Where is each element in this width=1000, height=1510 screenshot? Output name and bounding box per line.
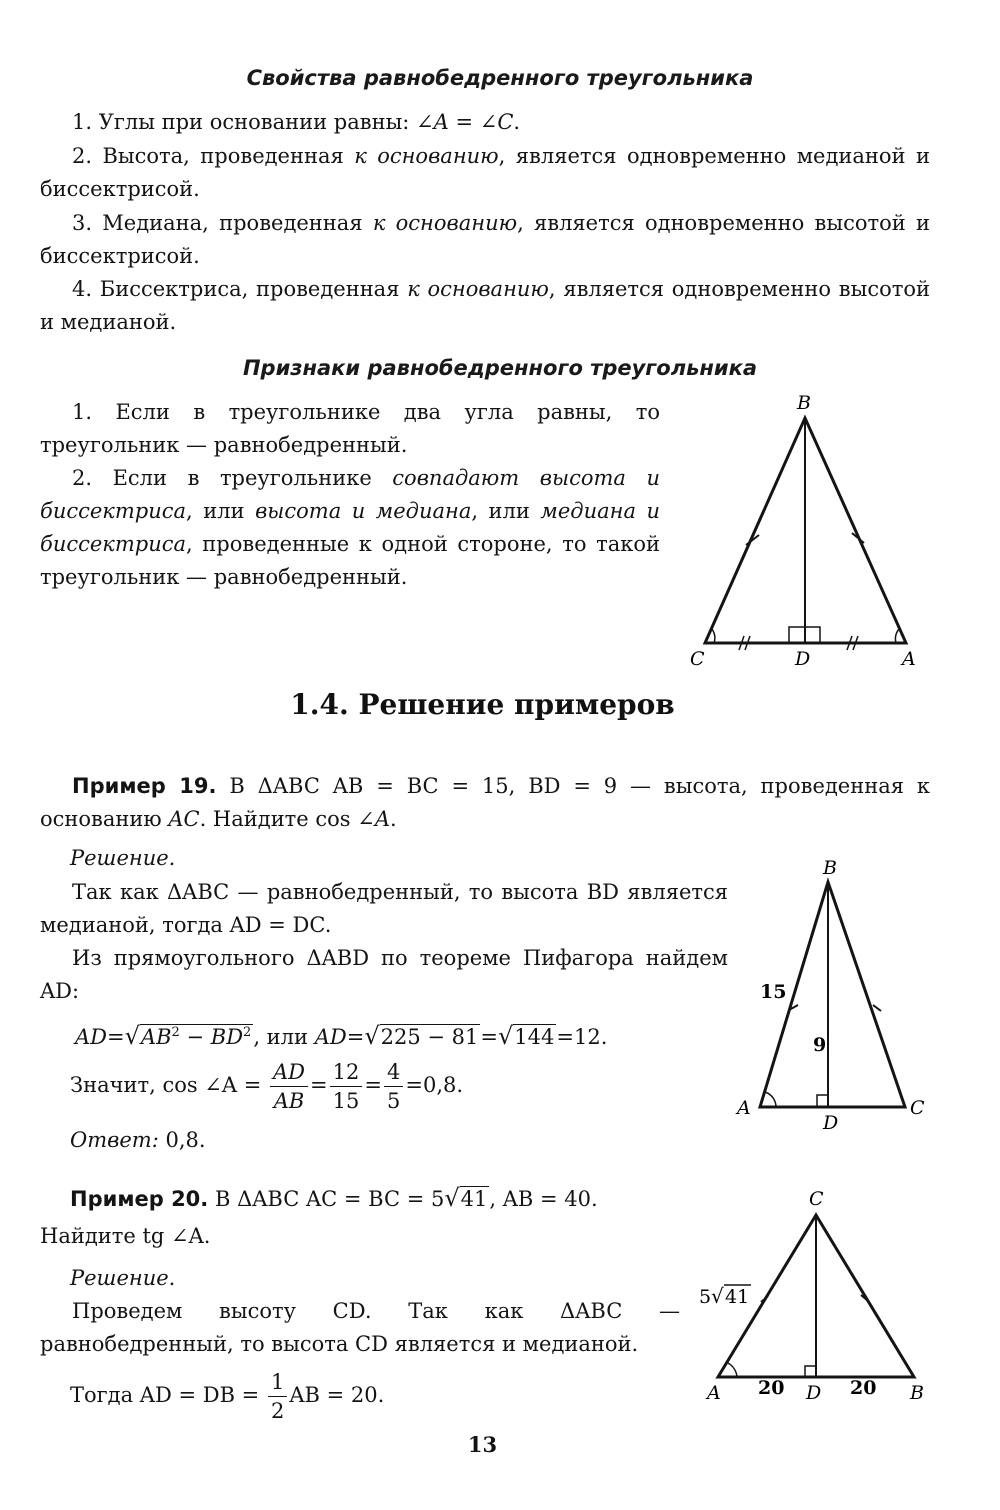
example-19-solution-label: Решение. [70, 846, 176, 870]
label-C: C [690, 648, 705, 670]
section-title-properties: Свойства равнобедренного треугольника [246, 66, 754, 90]
property-3: 3. Медиана, проведенная к основанию, является одновременно высотой и биссектрисой. [40, 211, 930, 268]
chapter-title: 1.4. Решение примеров [290, 688, 675, 721]
example-19-statement: Пример 19. В ΔABC AB = BC = 15, BD = 9 — высота, проведенная к основанию AC. Найдите cos ∠A. [40, 774, 930, 831]
label-D: D [806, 1382, 822, 1404]
label-height-9: 9 [813, 1034, 827, 1056]
label-B: B [823, 857, 837, 879]
label-A: A [707, 1382, 721, 1404]
label-C: C [809, 1188, 824, 1210]
label-AD-20: 20 [758, 1377, 785, 1399]
example-20-step-1: Проведем высоту CD. Так как ΔABC — равнобедренный, то высота CD является и медианой. [40, 1299, 680, 1356]
label-B: B [910, 1382, 924, 1404]
criterion-2: 2. Если в треугольнике совпадают высота и биссектриса, или высота и медиана, или медиана и биссектриса, проведенные к одной стороне, то такой треугольник — равнобедренный. [40, 466, 661, 589]
sqrt-sign: √ [711, 1284, 724, 1308]
example-20-solution-label: Решение. [70, 1266, 176, 1290]
property-1: 1. Углы при основании равны: ∠A = ∠C. [72, 110, 521, 134]
label-C: C [910, 1097, 925, 1119]
label-DB-20: 20 [850, 1377, 877, 1399]
label-side-15: 15 [760, 981, 787, 1003]
section-title-criteria: Признаки равнобедренного треугольника [242, 356, 758, 380]
property-2: 2. Высота, проведенная к основанию, является одновременно медианой и биссектрисой. [40, 144, 930, 201]
label-side-coef: 5 [699, 1286, 712, 1308]
label-side-radicand: 41 [725, 1286, 750, 1308]
label-A: A [737, 1097, 751, 1119]
label-B: B [797, 392, 811, 414]
label-D: D [823, 1112, 839, 1134]
example-19-answer: Ответ: 0,8. [70, 1128, 206, 1152]
figure-isosceles-triangle [680, 385, 930, 675]
criterion-1: 1. Если в треугольнике два угла равны, то треугольник — равнобедренный. [40, 400, 660, 457]
example-20-step-2: Тогда AD = DB = $\frac{1}{2}$ AB = 20. [70, 1370, 385, 1423]
label-A: A [902, 648, 916, 670]
example-20-statement: Пример 20. В ΔABC AC = BC = 5√41, AB = 40. [70, 1184, 598, 1212]
property-4: 4. Биссектриса, проведенная к основанию, является одновременно высотой и медианой. [40, 277, 930, 334]
example-19-step-1: Так как ΔABC — равнобедренный, то высота BD является медианой, тогда AD = DC. [40, 880, 728, 937]
figure-example-19-triangle [735, 855, 965, 1140]
example-19-step-2: Из прямоугольного ΔABD по теореме Пифагора найдем AD: [40, 946, 728, 1003]
example-20-question: Найдите tg ∠A. [40, 1224, 211, 1248]
page-number: 13 [467, 1432, 498, 1457]
example-19-formula: $AD=√AB^2 - BD^2$, или AD=√225 − 81=√144=12. [75, 1022, 608, 1050]
example-19-cos-computation: Значит, cos ∠A = $\frac{AD}{AB}$ = $\frac{12}{15}$ = $\frac{4}{5}$ =0,8. [70, 1060, 464, 1113]
label-D: D [795, 648, 811, 670]
figure-example-20-triangle [695, 1185, 945, 1415]
